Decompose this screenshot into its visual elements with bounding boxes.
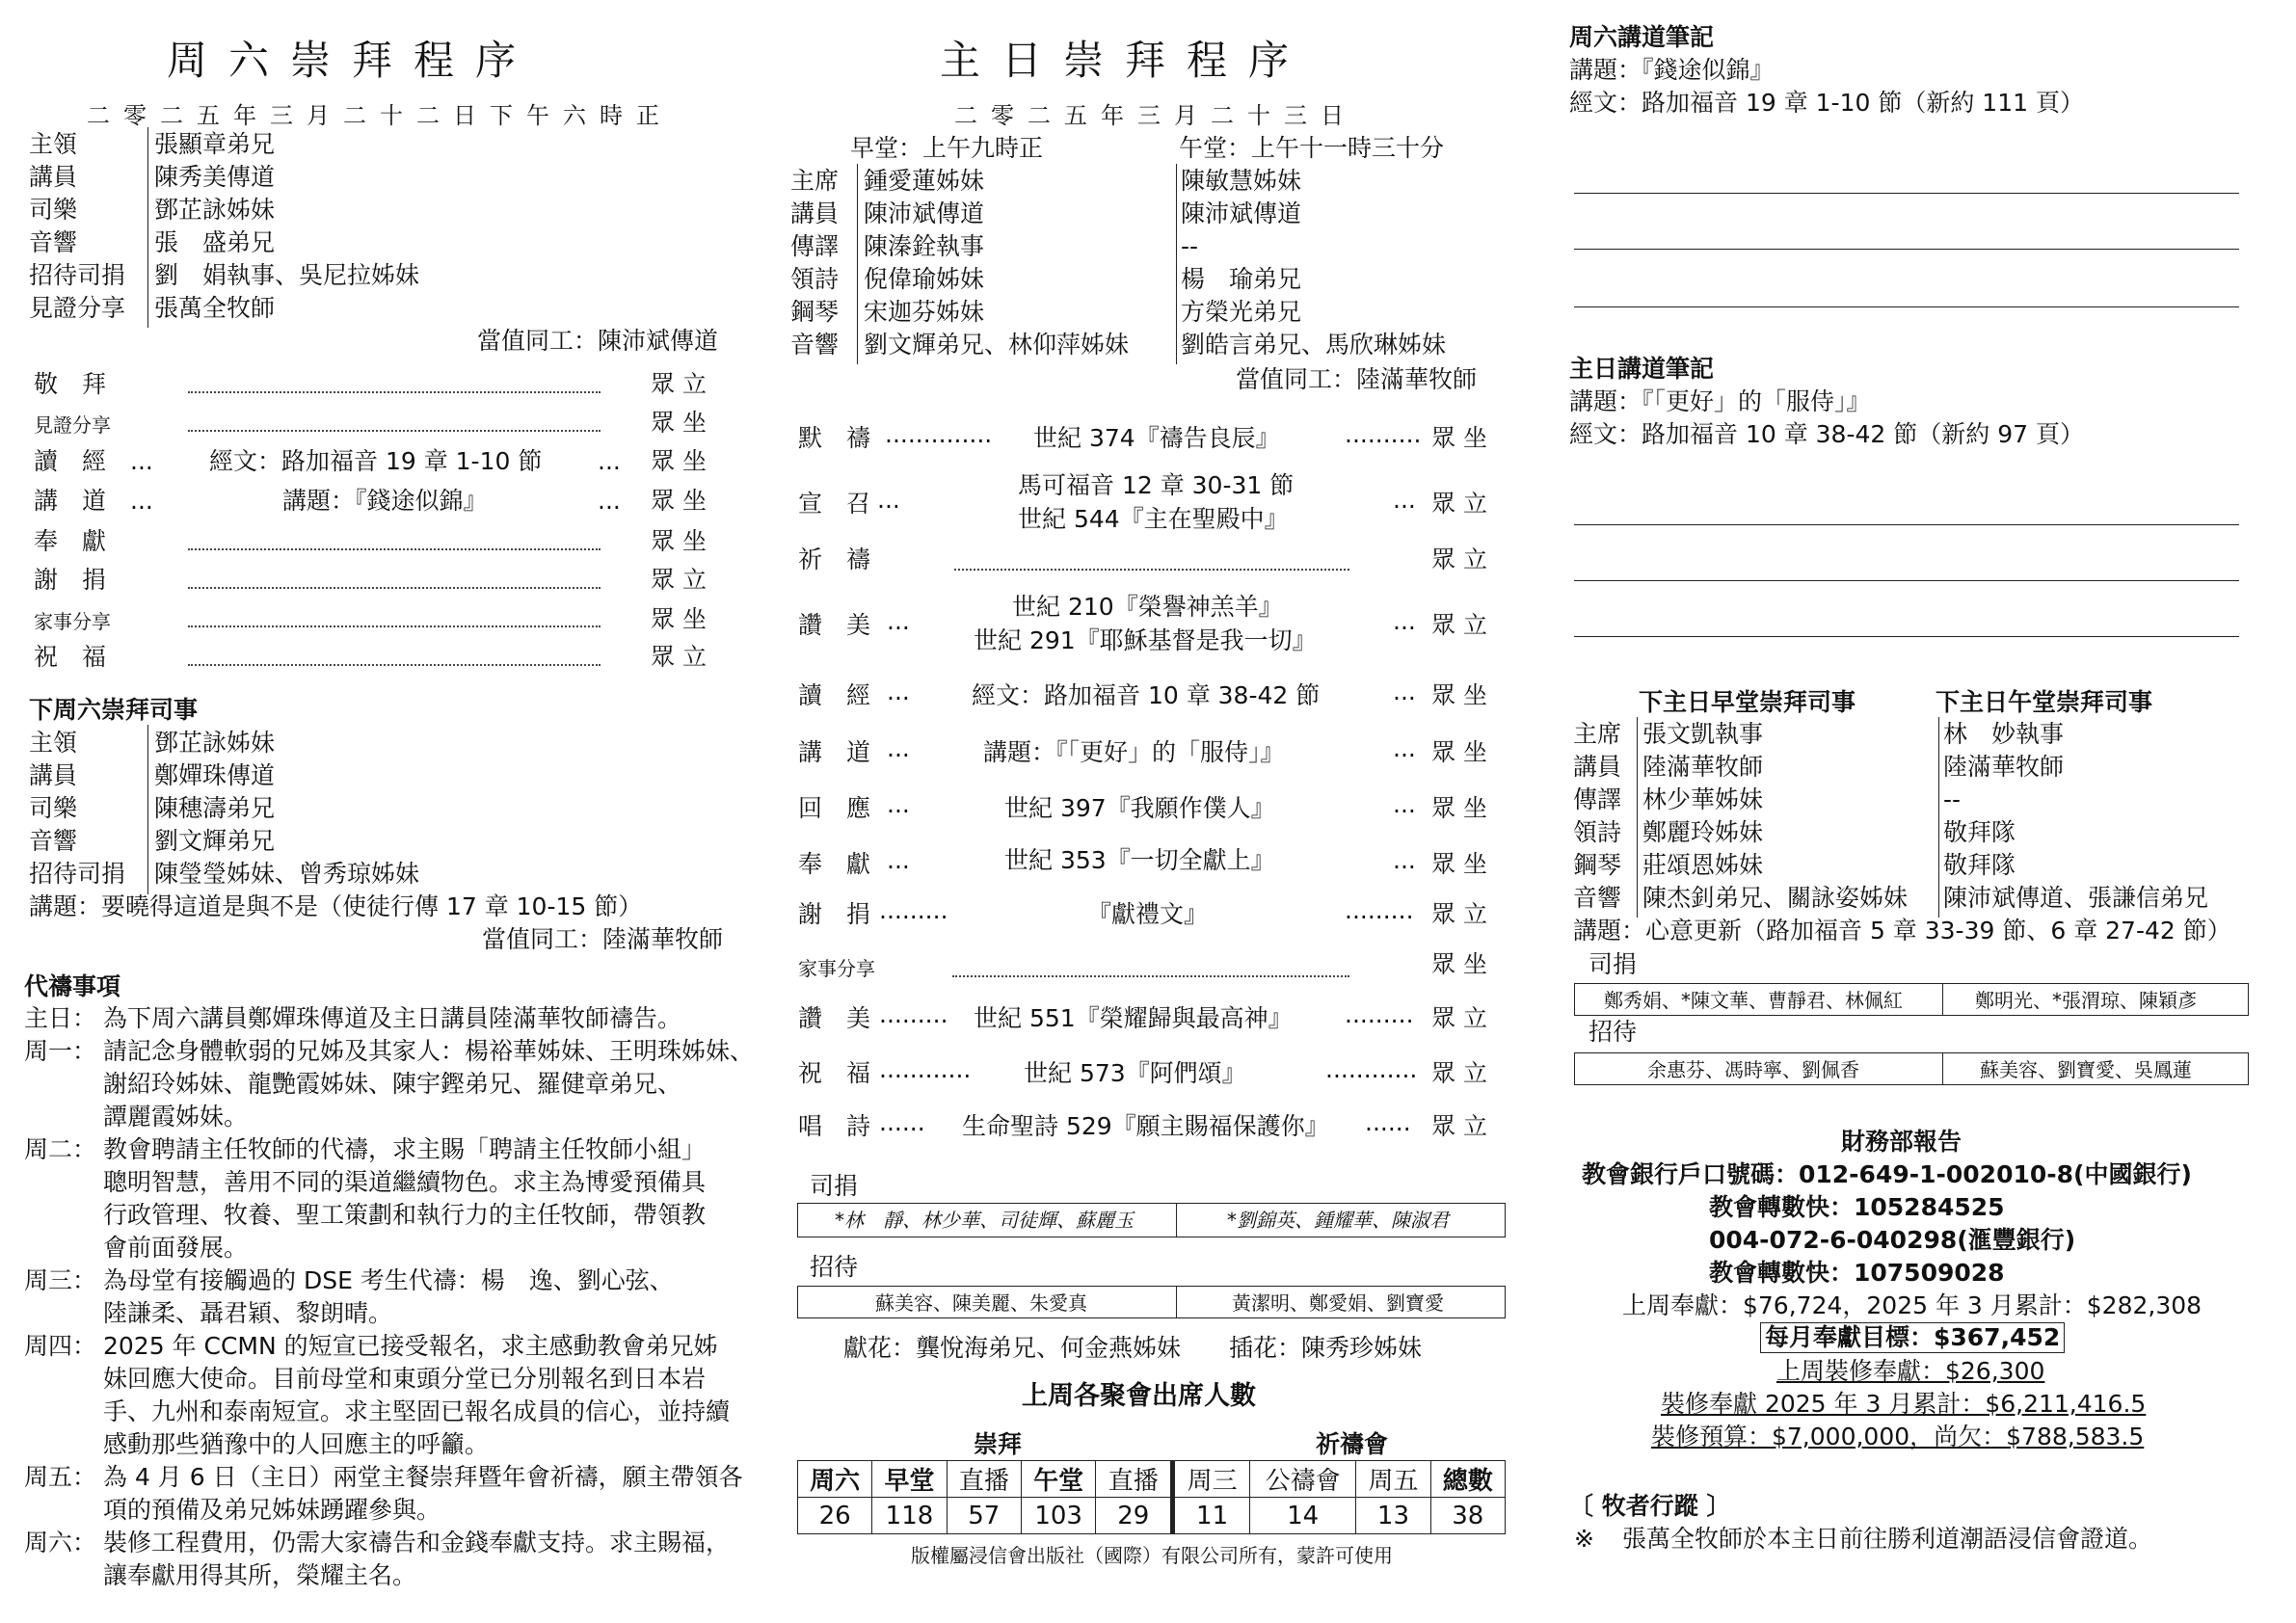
order-item-name: 奉 獻 [34, 527, 107, 555]
att-head: 周五 [1356, 1461, 1430, 1498]
role-late: 陳沛斌傳道、張謙信弟兄 [1943, 884, 2209, 912]
role-early: 宋迦芬姊妹 [864, 298, 985, 326]
order-item-detail: 世紀 544『主在聖殿中』 [1018, 505, 1289, 533]
pastor-note-mark: ※ [1574, 1525, 1594, 1553]
order-item-posture: 眾 坐 [1431, 794, 1487, 822]
attendance-group-worship: 崇拜 [974, 1430, 1023, 1458]
pastor-note: 張萬全牧師於本主日前往勝利道潮語浸信會證道。 [1622, 1525, 2153, 1553]
role-name: 陳秀美傳道 [154, 163, 276, 191]
att-value: 13 [1356, 1498, 1430, 1534]
order-item-posture: 眾 立 [651, 566, 707, 594]
bank-account: 教會銀行戶口號碼：012-649-1-002010-8(中國銀行) [1582, 1160, 2192, 1188]
note-line [1574, 249, 2239, 250]
att-value: 103 [1021, 1498, 1095, 1534]
role-name: 鄭嬋珠傳道 [154, 761, 276, 789]
order-item-posture: 眾 立 [1431, 1112, 1487, 1140]
order-item-detail: 世紀 210『榮譽神羔羊』 [1012, 593, 1283, 621]
role-label: 音響 [29, 827, 78, 855]
finance-title: 財務部報告 [1841, 1128, 1962, 1156]
order-item-detail: 世紀 551『榮耀歸與最高神』 [974, 1004, 1293, 1032]
sunday-notes-text: 經文：路加福音 10 章 38-42 節（新約 97 頁） [1569, 420, 2084, 448]
att-head: 午堂 [1021, 1461, 1095, 1498]
prayer-line: 2025 年 CCMN 的短宣已接受報名，求主感動教會弟兄姊 [103, 1332, 718, 1360]
collect-early: 鄭秀娟、*陳文華、曹靜君、林佩紅 [1604, 989, 1903, 1012]
order-item-name: 祝 福 [34, 643, 107, 671]
att-head: 直播 [947, 1461, 1021, 1498]
role-label: 主席 [790, 167, 840, 195]
next-sunday-topic: 講題：心意更新（路加福音 5 章 33-39 節、6 章 27-42 節） [1573, 917, 2231, 945]
order-item-detail: 世紀 353『一切全獻上』 [1004, 846, 1275, 874]
role-late: -- [1181, 232, 1199, 260]
role-label: 司樂 [29, 794, 78, 822]
prayer-day: 主日： [24, 1004, 97, 1032]
prayer-line: 妹回應大使命。目前母堂和東頭分堂已分別報名到日本岩 [103, 1365, 707, 1393]
attendance-header-row [798, 1461, 1506, 1498]
role-late: -- [1943, 785, 1962, 813]
role-late: 劉皓言弟兄、馬欣琳姊妹 [1181, 331, 1447, 359]
prayer-title: 代禱事項 [24, 972, 121, 1000]
order-item-posture: 眾 坐 [651, 487, 707, 515]
role-name: 鄧芷詠姊妹 [154, 729, 276, 757]
prayer-day: 周六： [24, 1529, 97, 1556]
next-saturday-duty: 當值同工：陸滿華牧師 [482, 925, 724, 953]
role-early: 鄭麗玲姊妹 [1642, 818, 1764, 846]
role-late: 方榮光弟兄 [1181, 298, 1302, 326]
role-label: 傳譯 [790, 232, 840, 260]
order-item-posture: 眾 坐 [1431, 950, 1487, 978]
order-item-detail: 世紀 374『禱告良辰』 [1033, 424, 1280, 452]
prayer-line: 行政管理、牧養、聖工策劃和執行力的主任牧師，帶領教 [103, 1201, 707, 1229]
role-label: 音響 [790, 331, 840, 359]
next-sunday-collect-box [1574, 983, 2249, 1016]
role-label: 主領 [29, 130, 78, 158]
att-head: 公禱會 [1250, 1461, 1356, 1498]
order-item-detail: 『獻禮文』 [1087, 900, 1209, 928]
role-early: 陸滿華牧師 [1642, 753, 1764, 781]
att-value: 29 [1096, 1498, 1173, 1534]
role-label: 講員 [29, 163, 78, 191]
prayer-line: 為 4 月 6 日（主日）兩堂主餐崇拜暨年會祈禱，願主帶領各 [103, 1463, 743, 1491]
saturday-date: 二零二五年三月二十二日下午六時正 [87, 102, 673, 129]
usher-late: 黃潔明、鄭愛娟、劉寶愛 [1232, 1291, 1444, 1315]
role-label: 講員 [1573, 753, 1622, 781]
role-name: 張顯章弟兄 [154, 130, 276, 158]
order-item-posture: 眾 坐 [1431, 738, 1487, 766]
att-head: 周六 [798, 1461, 872, 1498]
renovation-month-total: 裝修奉獻 2025 年 3 月累計：$6,211,416.5 [1661, 1390, 2147, 1418]
prayer-line: 會前面發展。 [103, 1234, 249, 1262]
saturday-notes-topic: 講題：『錢途似錦』 [1569, 56, 1775, 84]
saturday-notes-title: 周六講道筆記 [1569, 23, 1715, 51]
order-item-posture: 眾 坐 [1431, 424, 1487, 452]
prayer-day: 周五： [24, 1463, 97, 1491]
order-item-name: 講 道 [798, 738, 871, 766]
prayer-line: 裝修工程費用，仍需大家禱告和金錢奉獻支持。求主賜福， [103, 1529, 731, 1556]
copyright-notice: 版權屬浸信會出版社（國際）有限公司所有，蒙許可使用 [911, 1544, 1393, 1567]
role-early: 劉文輝弟兄、林仰萍姊妹 [864, 331, 1130, 359]
prayer-line: 聰明智慧，善用不同的渠道繼續物色。求主為博愛預備具 [103, 1168, 707, 1196]
role-name: 劉 娟執事、吳尼拉姊妹 [154, 261, 420, 289]
next-sunday-collect-label: 司捐 [1589, 950, 1638, 978]
order-item-posture: 眾 立 [1431, 900, 1487, 928]
att-value: 11 [1173, 1498, 1250, 1534]
sunday-notes-topic: 講題：『「更好」的「服侍」』 [1569, 387, 1871, 415]
prayer-day: 周二： [24, 1135, 97, 1163]
renovation-last-week: 上周裝修奉獻：$26,300 [1776, 1357, 2045, 1385]
order-item-detail: 世紀 291『耶穌基督是我一切』 [974, 626, 1317, 654]
order-item-name: 敬 拜 [34, 370, 107, 398]
order-item-detail: 馬可福音 12 章 30-31 節 [1018, 471, 1295, 499]
fps-id-1: 教會轉數快：105284525 [1709, 1193, 2005, 1221]
order-item-name: 祈 禱 [798, 545, 871, 573]
sunday-notes-title: 主日講道筆記 [1569, 355, 1715, 383]
att-value: 14 [1250, 1498, 1356, 1534]
role-late: 陳敏慧姊妹 [1181, 167, 1302, 195]
pastor-title: 〔 牧者行蹤 〕 [1569, 1492, 1731, 1520]
usher-late: 蘇美容、劉寶愛、吳鳳蓮 [1980, 1058, 2192, 1081]
order-item-name: 謝 捐 [34, 566, 107, 594]
role-label: 鋼琴 [790, 298, 840, 326]
order-item-detail: 生命聖詩 529『願主賜福保護你』 [962, 1112, 1329, 1140]
note-line [1574, 636, 2239, 637]
collect-early: *林 靜、林少華、司徒輝、蘇麗玉 [835, 1209, 1134, 1232]
prayer-line: 為下周六講員鄭嬋珠傳道及主日講員陸滿華牧師禱告。 [103, 1004, 682, 1032]
att-head: 早堂 [872, 1461, 947, 1498]
next-sunday-usher-label: 招待 [1589, 1018, 1638, 1046]
prayer-line: 教會聘請主任牧師的代禱，求主賜「聘請主任牧師小組」 [103, 1135, 707, 1163]
order-item-posture: 眾 立 [651, 643, 707, 671]
role-label: 音響 [29, 228, 78, 256]
note-line [1574, 524, 2239, 525]
next-sunday-late-title: 下主日午堂崇拜司事 [1936, 688, 2153, 716]
role-label: 領詩 [1573, 818, 1622, 846]
att-head: 周三 [1173, 1461, 1250, 1498]
order-item-detail: 世紀 397『我願作僕人』 [1004, 794, 1275, 822]
role-label: 招待司捐 [29, 860, 126, 888]
sunday-collect-label: 司捐 [810, 1172, 859, 1200]
role-late: 陸滿華牧師 [1943, 753, 2065, 781]
collect-late: *劉錦英、鍾耀華、陳淑君 [1227, 1209, 1449, 1232]
prayer-line: 手、九州和泰南短宣。求主堅固已報名成員的信心，並持續 [103, 1397, 731, 1425]
order-item-name: 家事分享 [34, 610, 111, 633]
order-item-name: 讀 經 [798, 681, 871, 709]
bank-account-2: 004-072-6-040298(滙豐銀行) [1709, 1226, 2076, 1254]
order-item-name: 讚 美 [798, 1004, 871, 1032]
role-early: 莊頌恩姊妹 [1642, 851, 1764, 879]
renovation-budget: 裝修預算：$7,000,000，尚欠：$788,583.5 [1651, 1423, 2145, 1450]
role-early: 張文凱執事 [1642, 720, 1764, 748]
sunday-usher-label: 招待 [810, 1253, 859, 1281]
att-value: 57 [947, 1498, 1021, 1534]
role-label: 主席 [1573, 720, 1622, 748]
order-item-posture: 眾 立 [1431, 545, 1487, 573]
sunday-collect-box [797, 1203, 1506, 1237]
role-label: 主領 [29, 729, 78, 757]
order-item-posture: 眾 立 [1431, 1059, 1487, 1087]
order-item-posture: 眾 立 [1431, 490, 1487, 518]
role-early: 陳沛斌傳道 [864, 200, 985, 227]
role-label: 講員 [790, 200, 840, 227]
attendance-title: 上周各聚會出席人數 [1022, 1381, 1256, 1411]
late-service-time: 午堂：上午十一時三十分 [1179, 134, 1445, 162]
order-item-posture: 眾 坐 [1431, 850, 1487, 878]
order-item-name: 講 道 ... [34, 487, 153, 515]
role-late: 林 妙執事 [1943, 720, 2065, 748]
note-line [1574, 580, 2239, 581]
prayer-day: 周三： [24, 1266, 97, 1294]
attendance-table [797, 1460, 1506, 1534]
order-item-detail: 世紀 573『阿們頌』 [1024, 1059, 1246, 1087]
order-item-detail: 經文：路加福音 19 章 1-10 節 [209, 447, 543, 475]
role-label: 見證分享 [29, 294, 126, 322]
role-name: 張 盛弟兄 [154, 228, 276, 256]
order-item-detail: 講題：『錢途似錦』 [282, 487, 488, 515]
role-early: 陳溱銓執事 [864, 232, 985, 260]
order-item-name: 奉 獻 [798, 850, 871, 878]
role-early: 鍾愛蓮姊妹 [864, 167, 985, 195]
role-label: 音響 [1573, 884, 1622, 912]
role-late: 楊 瑜弟兄 [1181, 265, 1302, 293]
order-item-posture: 眾 坐 [651, 527, 707, 555]
early-service-time: 早堂：上午九時正 [850, 134, 1044, 162]
note-line [1574, 193, 2239, 194]
order-item-name: 默 禱 [798, 424, 871, 452]
role-early: 倪偉瑜姊妹 [864, 265, 985, 293]
attendance-value-row [798, 1498, 1506, 1534]
attendance-group-prayer: 祈禱會 [1316, 1430, 1389, 1458]
att-head: 總數 [1430, 1461, 1505, 1498]
order-item-posture: 眾 坐 [1431, 681, 1487, 709]
prayer-line: 謝紹玲姊妹、龍艷霞姊妹、陳宇鏗弟兄、羅健章弟兄、 [103, 1070, 682, 1098]
order-item-name: 讀 經 ... [34, 447, 153, 475]
role-name: 鄧芷詠姊妹 [154, 196, 276, 224]
role-label: 領詩 [790, 265, 840, 293]
att-value: 26 [798, 1498, 872, 1534]
order-item-detail: 經文：路加福音 10 章 38-42 節 [972, 681, 1321, 709]
fps-id-2: 教會轉數快：107509028 [1709, 1259, 2005, 1287]
sunday-date: 二零二五年三月二十三日 [954, 102, 1357, 129]
sunday-usher-box [797, 1286, 1506, 1318]
att-value: 118 [872, 1498, 947, 1534]
order-item-detail: 講題：『「更好」的「服侍」』 [983, 738, 1285, 766]
order-item-posture: 眾 坐 [651, 605, 707, 633]
next-saturday-topic: 講題：要曉得這道是與不是（使徒行傳 17 章 10-15 節） [29, 892, 643, 920]
next-sunday-usher-box [1574, 1052, 2249, 1085]
role-name: 劉文輝弟兄 [154, 827, 276, 855]
order-item-name: 謝 捐 [798, 900, 871, 928]
role-label: 講員 [29, 761, 78, 789]
role-label: 鋼琴 [1573, 851, 1622, 879]
order-item-name: 讚 美 [798, 611, 871, 639]
prayer-day: 周一： [24, 1037, 97, 1065]
flowers-line: 獻花：龔悅海弟兄、何金燕姊妹 插花：陳秀珍姊妹 [843, 1334, 1423, 1362]
role-late: 陳沛斌傳道 [1181, 200, 1302, 227]
role-name: 陳穗濤弟兄 [154, 794, 276, 822]
last-week-offering: 上周奉獻：$76,724，2025 年 3 月累計：$282,308 [1622, 1291, 2203, 1319]
next-sunday-early-title: 下主日早堂崇拜司事 [1639, 688, 1856, 716]
order-item-posture: 眾 坐 [651, 409, 707, 437]
prayer-line: 為母堂有接觸過的 DSE 考生代禱：楊 逸、劉心弦、 [103, 1266, 674, 1294]
prayer-line: 請記念身體軟弱的兄姊及其家人：楊裕華姊妹、王明珠姊妹、 [103, 1037, 755, 1065]
role-name: 陳瑩瑩姊妹、曾秀琼姊妹 [154, 860, 420, 888]
order-item-name: 回 應 [798, 794, 871, 822]
role-name: 張萬全牧師 [154, 294, 276, 322]
saturday-title: 周六崇拜程序 [167, 37, 538, 84]
prayer-day: 周四： [24, 1332, 97, 1360]
order-item-name: 唱 詩 [798, 1112, 871, 1140]
role-label: 招待司捐 [29, 261, 126, 289]
prayer-line: 陸謙柔、聶君穎、黎朗晴。 [103, 1299, 393, 1327]
role-early: 林少華姊妹 [1642, 785, 1764, 813]
role-label: 傳譯 [1573, 785, 1622, 813]
prayer-line: 譚麗霞姊妹。 [103, 1103, 249, 1131]
order-item-name: 見證分享 [34, 413, 111, 437]
order-item-posture: 眾 坐 [651, 447, 707, 475]
prayer-line: 項的預備及弟兄姊妹踴躍參與。 [103, 1496, 441, 1524]
order-item-posture: 眾 立 [1431, 611, 1487, 639]
role-label: 司樂 [29, 196, 78, 224]
order-item-name: 祝 福 [798, 1059, 871, 1087]
saturday-duty-staff: 當值同工：陳沛斌傳道 [477, 327, 719, 355]
saturday-notes-text: 經文：路加福音 19 章 1-10 節（新約 111 頁） [1569, 89, 2084, 117]
att-head: 直播 [1096, 1461, 1173, 1498]
sunday-title: 主日崇拜程序 [940, 37, 1311, 84]
usher-early: 蘇美容、陳美麗、朱愛真 [875, 1291, 1087, 1315]
prayer-line: 讓奉獻用得其所，榮耀主名。 [103, 1561, 417, 1589]
next-saturday-title: 下周六崇拜司事 [29, 696, 199, 724]
role-late: 敬拜隊 [1943, 851, 2016, 879]
order-item-posture: 眾 立 [651, 370, 707, 398]
usher-early: 余惠芬、馮時寧、劉佩香 [1647, 1058, 1859, 1081]
prayer-line: 感動那些猶豫中的人回應主的呼籲。 [103, 1430, 490, 1458]
order-item-name: 家事分享 [798, 957, 875, 980]
role-early: 陳杰釗弟兄、關詠姿姊妹 [1642, 884, 1909, 912]
order-item-name: 宣 召 [798, 490, 871, 518]
collect-late: 鄭明光、*張渭琼、陳穎彥 [1975, 989, 2197, 1012]
role-late: 敬拜隊 [1943, 818, 2016, 846]
sunday-duty-staff: 當值同工：陸滿華牧師 [1236, 365, 1478, 393]
order-item-posture: 眾 立 [1431, 1004, 1487, 1032]
att-value: 38 [1430, 1498, 1505, 1534]
monthly-target: 每月奉獻目標：$367,452 [1760, 1322, 2065, 1353]
note-line [1574, 306, 2239, 307]
